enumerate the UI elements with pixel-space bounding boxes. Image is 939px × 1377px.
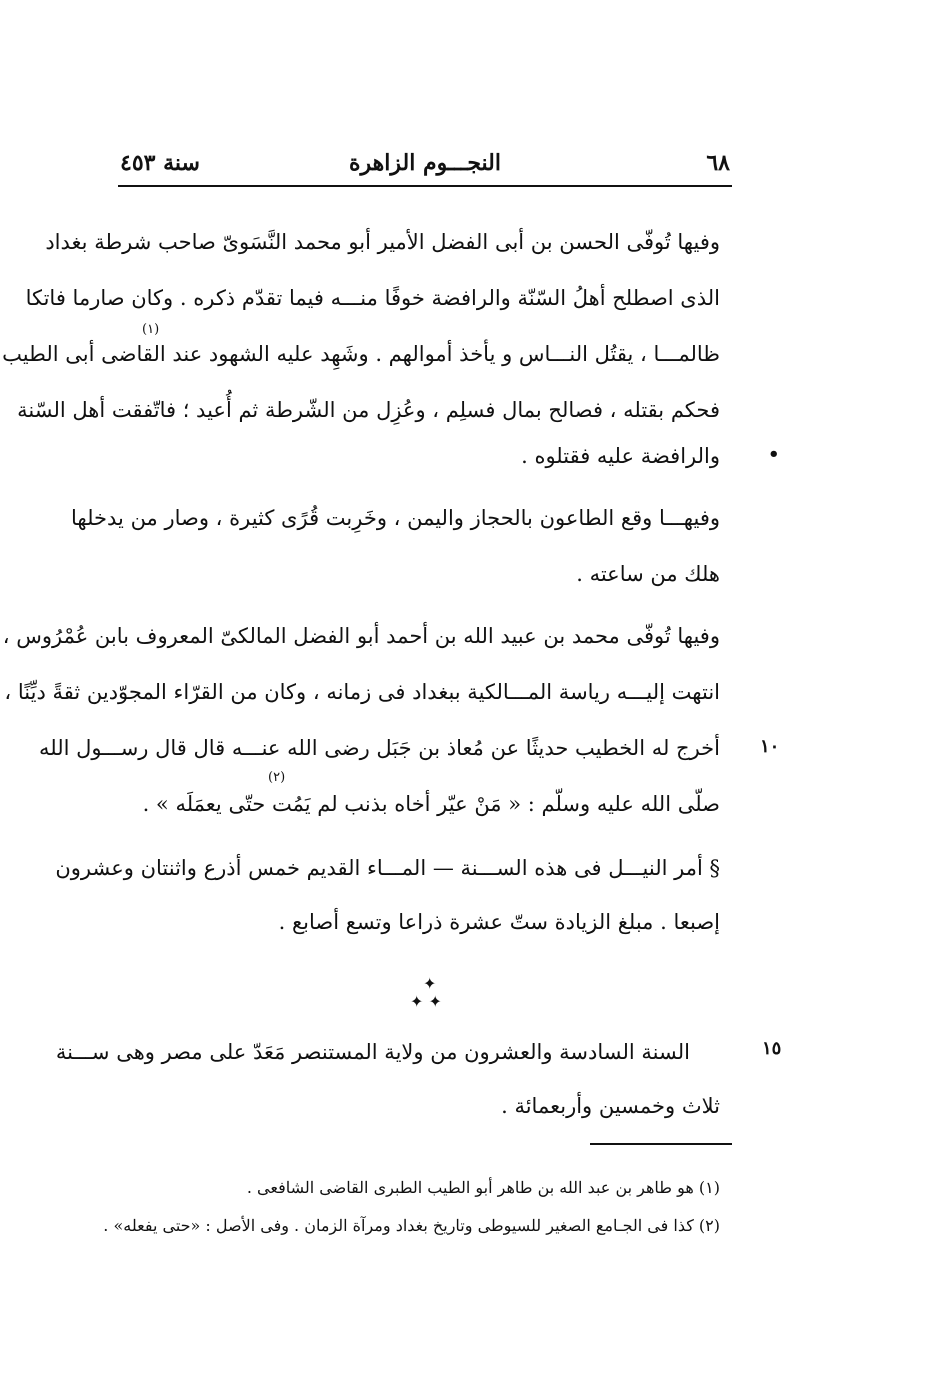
text-line: انتهت إليـــه رياسة المـــالكية ببغداد فى زمانه ، وكان من القرّاء المجوّدين ثقةً ديِّنًا ، [4, 680, 720, 704]
margin-bullet: • [768, 444, 780, 465]
text-line: وفيها تُوفّى محمد بن عبيد الله بن أحمد أبو الفضل المالكىّ المعروف بابن عُمْرُوس ، [2, 624, 720, 648]
ornament-top: ✦ [423, 974, 437, 993]
text-line: أخرج له الخطيب حديثًا عن مُعاذ بن جَبَل رضى الله عنـــه قال قال رســـول الله [39, 736, 720, 760]
header-rule [118, 185, 732, 187]
footnote-ref-1: (١) [142, 322, 160, 337]
text-line: وفيها تُوفّى الحسن بن أبى الفضل الأمير أبو محمد النَّسَوىّ صاحب شرطة بغداد [45, 230, 720, 254]
text-line: الذى اصطلح أهلُ السّنّة والرافضة خوفًا منـــه فيما تقدّم ذكره . وكان صارما فاتكا [25, 286, 720, 310]
text-line: إصبعا . مبلغ الزيادة ستّ عشرة ذراعا وتسع أصابع . [278, 910, 720, 934]
footnote-1: (١) هو طاهر بن عبد الله بن طاهر أبو الطيب الطبرى القاضى الشافعى . [246, 1178, 720, 1197]
page-number: ٦٨ [706, 150, 730, 176]
page-header [120, 150, 730, 190]
text-line: وفيهـــا وقع الطاعون بالحجاز واليمن ، وخَرِبت قُرًى كثيرة ، وصار من يدخلها [71, 506, 720, 530]
footnote-2: (٢) كذا فى الجـامع الصغير للسيوطى وتاريخ بغداد ومرآة الزمان . وفى الأصل : «حتى يفعله» . [103, 1216, 720, 1235]
text-line: ظالمـــا ، يقتُل النـــاس و يأخذ أموالهم . وشَهِد عليه الشهود عند القاضى أبى الطيب [2, 342, 720, 366]
text-line: § أمر النيـــل فى هذه الســـنة — المـــاء القديم خمس أذرع واثنتان وعشرون [55, 856, 720, 880]
footnote-rule [590, 1143, 732, 1145]
footnote-ref-2: (٢) [268, 770, 286, 785]
ornament-bottom: ✦ ✦ [410, 992, 442, 1011]
margin-line-number: ١٠ [760, 736, 780, 757]
text-line: صلّى الله عليه وسلّم : « مَنْ عيّر أخاه بذنب لم يَمُت حتّى يعمَلَه » . [142, 792, 720, 816]
running-title: النجـــوم الزاهرة [349, 150, 501, 176]
year-heading: سنة ٤٥٣ [120, 150, 200, 176]
text-line: والرافضة عليه فقتلوه . [521, 444, 720, 468]
text-line: هلك من ساعته . [576, 562, 720, 586]
margin-line-number: ١٥ [762, 1038, 782, 1059]
text-line: ثلاث وخمسين وأربعمائة . [501, 1094, 720, 1118]
text-line: السنة السادسة والعشرون من ولاية المستنصر مَعَدّ على مصر وهى ســـنة [55, 1040, 690, 1064]
text-line: فحكم بقتله ، فصالح بمال فسلِم ، وعُزِل من الشّرطة ثم أُعيد ؛ فاتّفقت أهل السّنة [17, 398, 720, 422]
